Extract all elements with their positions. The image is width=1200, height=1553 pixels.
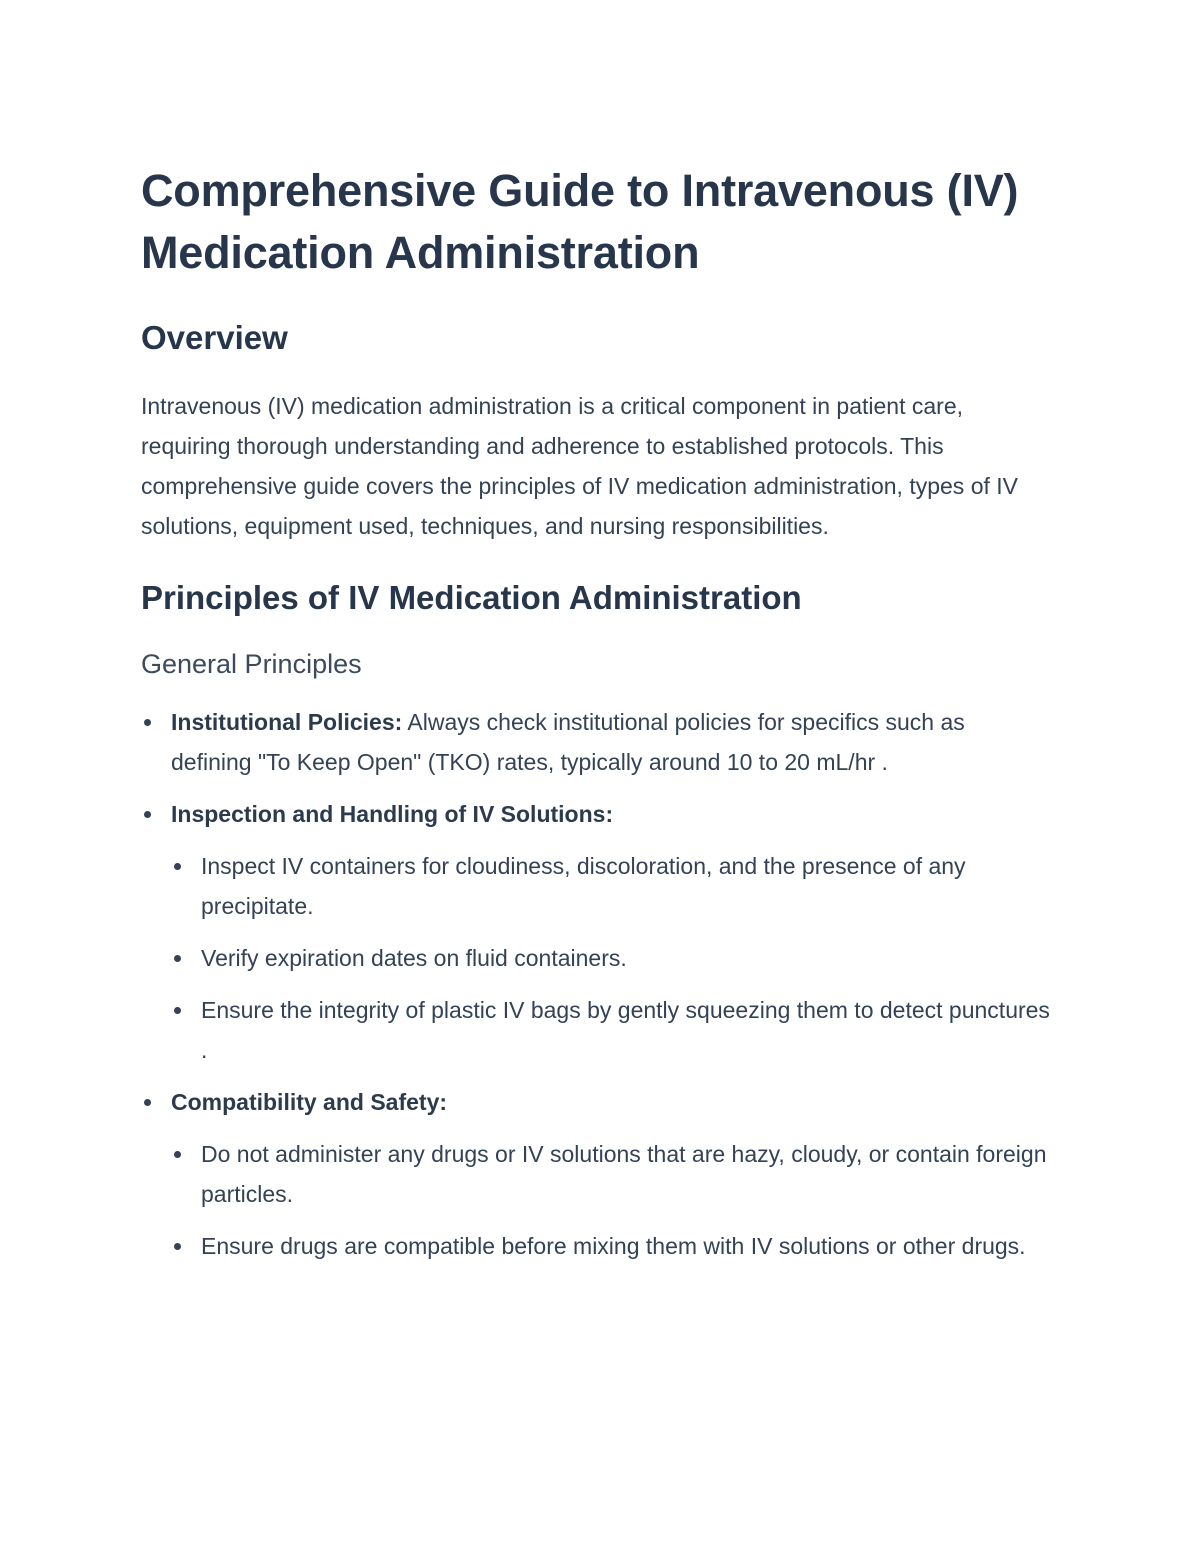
bullet-icon xyxy=(174,1243,181,1250)
sub-list-item xyxy=(171,1134,1051,1214)
list-item-lead: Compatibility and Safety: xyxy=(171,1089,448,1115)
general-principles-subheading: General Principles xyxy=(141,649,362,679)
sub-list-item xyxy=(171,846,1051,926)
list-item xyxy=(141,794,1051,1070)
bullet-icon xyxy=(144,1099,151,1106)
principles-heading: Principles of IV Medication Administration xyxy=(141,579,802,616)
bullet-icon xyxy=(174,955,181,962)
bullet-icon xyxy=(174,863,181,870)
document-page xyxy=(141,160,1051,1278)
sub-list-item xyxy=(171,938,1051,978)
list-item-lead: Institutional Policies: xyxy=(171,709,403,735)
bullet-icon xyxy=(144,719,151,726)
overview-paragraph: Intravenous (IV) medication administration is a critical component in patient care, requiring thorough understanding and adherence to established protocols. This comprehensive guide covers the principles of IV medication administration, types of IV solutions, equipment used, techniques, and nursing responsibilities. xyxy=(141,393,1018,539)
bullet-icon xyxy=(174,1007,181,1014)
sub-list-item-text: Ensure the integrity of plastic IV bags by gently squeezing them to detect punctures . xyxy=(201,997,1050,1063)
sub-list-item-text: Verify expiration dates on fluid containers. xyxy=(201,945,627,971)
bullet-icon xyxy=(174,1151,181,1158)
list-item xyxy=(141,1082,1051,1266)
list-item-text: Always check institutional policies for specifics such as defining "To Keep Open" (TKO) rates, typically around 10 to 20 mL/hr . xyxy=(171,709,965,775)
list-item xyxy=(141,702,1051,782)
list-item-lead: Inspection and Handling of IV Solutions: xyxy=(171,801,614,827)
document-title: Comprehensive Guide to Intravenous (IV) Medication Administration xyxy=(141,165,1019,278)
sub-list-item xyxy=(171,1226,1051,1266)
sub-list xyxy=(171,1134,1051,1266)
overview-heading: Overview xyxy=(141,319,288,356)
bullet-icon xyxy=(144,811,151,818)
sub-list-item-text: Ensure drugs are compatible before mixing them with IV solutions or other drugs. xyxy=(201,1233,1026,1259)
sub-list xyxy=(171,846,1051,1070)
principles-list xyxy=(141,702,1051,1266)
sub-list-item-text: Do not administer any drugs or IV solutions that are hazy, cloudy, or contain foreign particles. xyxy=(201,1141,1047,1207)
sub-list-item xyxy=(171,990,1051,1070)
sub-list-item-text: Inspect IV containers for cloudiness, discoloration, and the presence of any precipitate. xyxy=(201,853,966,919)
